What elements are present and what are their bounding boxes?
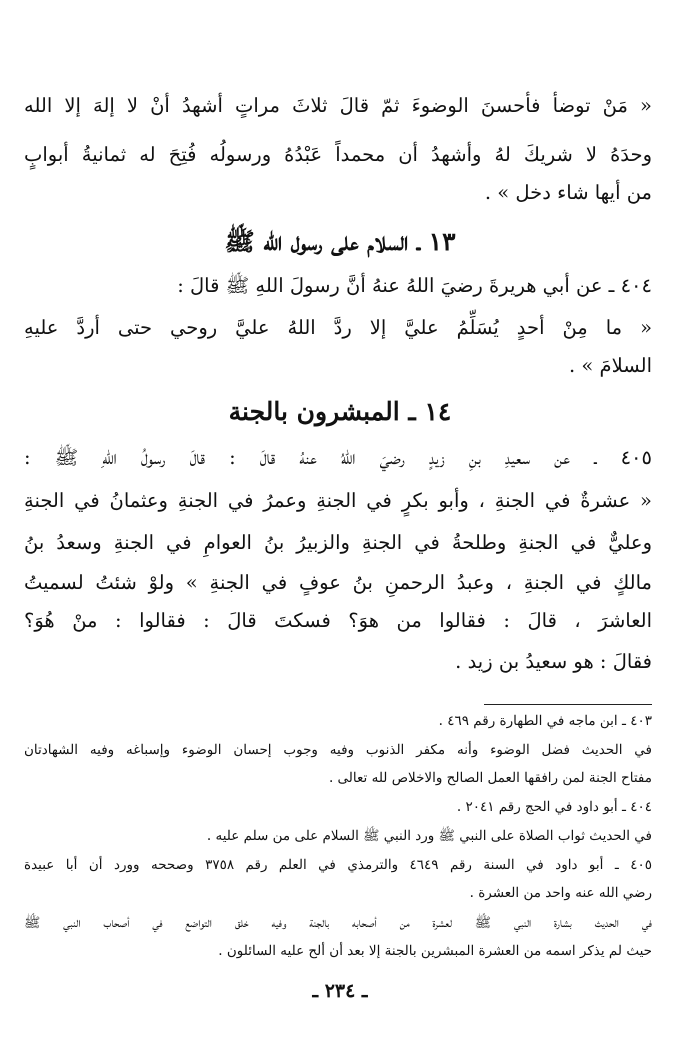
footnote-405-source: ٤٠٥ ـ أبو داود في السنة رقم ٤٦٤٩ والترمذي في العلم رقم ٣٧٥٨ وصححه وورد أن أبا عبيدة: [24, 857, 652, 873]
footnote-403-note-1: في الحديث فضل الوضوء وأنه مكفر الذنوب وفيه وجوب إحسان الوضوء وإسباغه وفيه الشهادتان: [24, 742, 652, 758]
intro-line-3: من أيها شاء دخل » .: [484, 181, 652, 204]
footnote-405-source-cont: رضي الله عنه واحد من العشرة .: [469, 885, 652, 901]
hadith-404-line-3: السلامَ » .: [569, 354, 652, 377]
section-heading-14: ١٤ ـ المبشرون بالجنة: [228, 397, 452, 426]
footnote-403-source: ٤٠٣ ـ ابن ماجه في الطهارة رقم ٤٦٩ .: [438, 713, 652, 729]
footnote-404-source: ٤٠٤ ـ أبو داود في الحج رقم ٢٠٤١ .: [456, 799, 652, 815]
hadith-404-line-1: ٤٠٤ ـ عن أبي هريرةَ رضيَ اللهُ عنهُ أنَّ رسولَ اللهِ ﷺ قالَ :: [177, 274, 652, 297]
hadith-405-line-1: ٤٠٥ ـ عن سعيدِ بنِ زيدٍ رضيَ اللهُ عنهُ قالَ : قالَ رسولُ اللهِ ﷺ :: [24, 446, 652, 469]
hadith-405-line-4: مالكٍ في الجنةِ ، وعبدُ الرحمنِ بنُ عوفٍ في الجنةِ » ولوْ شئتُ لسميتُ: [24, 571, 652, 594]
footnote-403-note-2: مفتاح الجنة لمن رافقها العمل الصالح والاخلاص لله تعالى .: [328, 770, 652, 786]
section-heading-13: ١٣ ـ السلام على رسول الله ﷺ: [224, 227, 456, 256]
intro-line-2: وحدَهُ لا شريكَ لهُ وأشهدُ أن محمداً عَبْدُهُ ورسولُه فُتِحَ له ثمانيةُ أبوابٍ: [24, 143, 652, 166]
hadith-405-line-5: العاشرَ ، قالَ : فقالوا من هوَ؟ فسكتَ قالَ : فقالوا : منْ هُوَ؟: [24, 609, 652, 632]
hadith-404-line-2: « ما مِنْ أحدٍ يُسَلِّمُ عليَّ إلا ردَّ اللهُ عليَّ روحي حتى أردَّ عليهِ: [24, 316, 652, 339]
footnote-405-note-2: حيث لم يذكر اسمه من العشرة المبشرين بالجنة إلا بعد أن ألح عليه السائلون .: [218, 943, 652, 959]
footnote-404-note: في الحديث ثواب الصلاة على النبي ﷺ ورد النبي ﷺ السلام على من سلم عليه .: [206, 828, 652, 844]
page-number: ـ ٢٣٤ ـ: [312, 980, 368, 1002]
footnote-separator: [484, 704, 652, 705]
hadith-405-line-3: وعليٌّ في الجنةِ وطلحةُ في الجنةِ والزبيرُ بنُ العوامِ في الجنةِ وسعدُ بنُ: [24, 531, 652, 554]
hadith-405-line-2: « عشرةٌ في الجنةِ ، وأبو بكرٍ في الجنةِ وعمرُ في الجنةِ وعثمانُ في الجنةِ: [24, 489, 652, 512]
hadith-405-line-6: فقالَ : هو سعيدُ بن زيد .: [455, 650, 652, 673]
intro-line-1: « مَنْ توضأ فأحسنَ الوضوءَ ثمّ قالَ ثلاثَ مراتٍ أشهدُ أنْ لا إلهَ إلا الله: [24, 94, 652, 117]
footnote-405-note-1: في الحديث بشارة النبي ﷺ لعشرة من أصحابه بالجنة وفيه خلق التواضع في أصحاب النبي ﷺ: [24, 915, 652, 931]
